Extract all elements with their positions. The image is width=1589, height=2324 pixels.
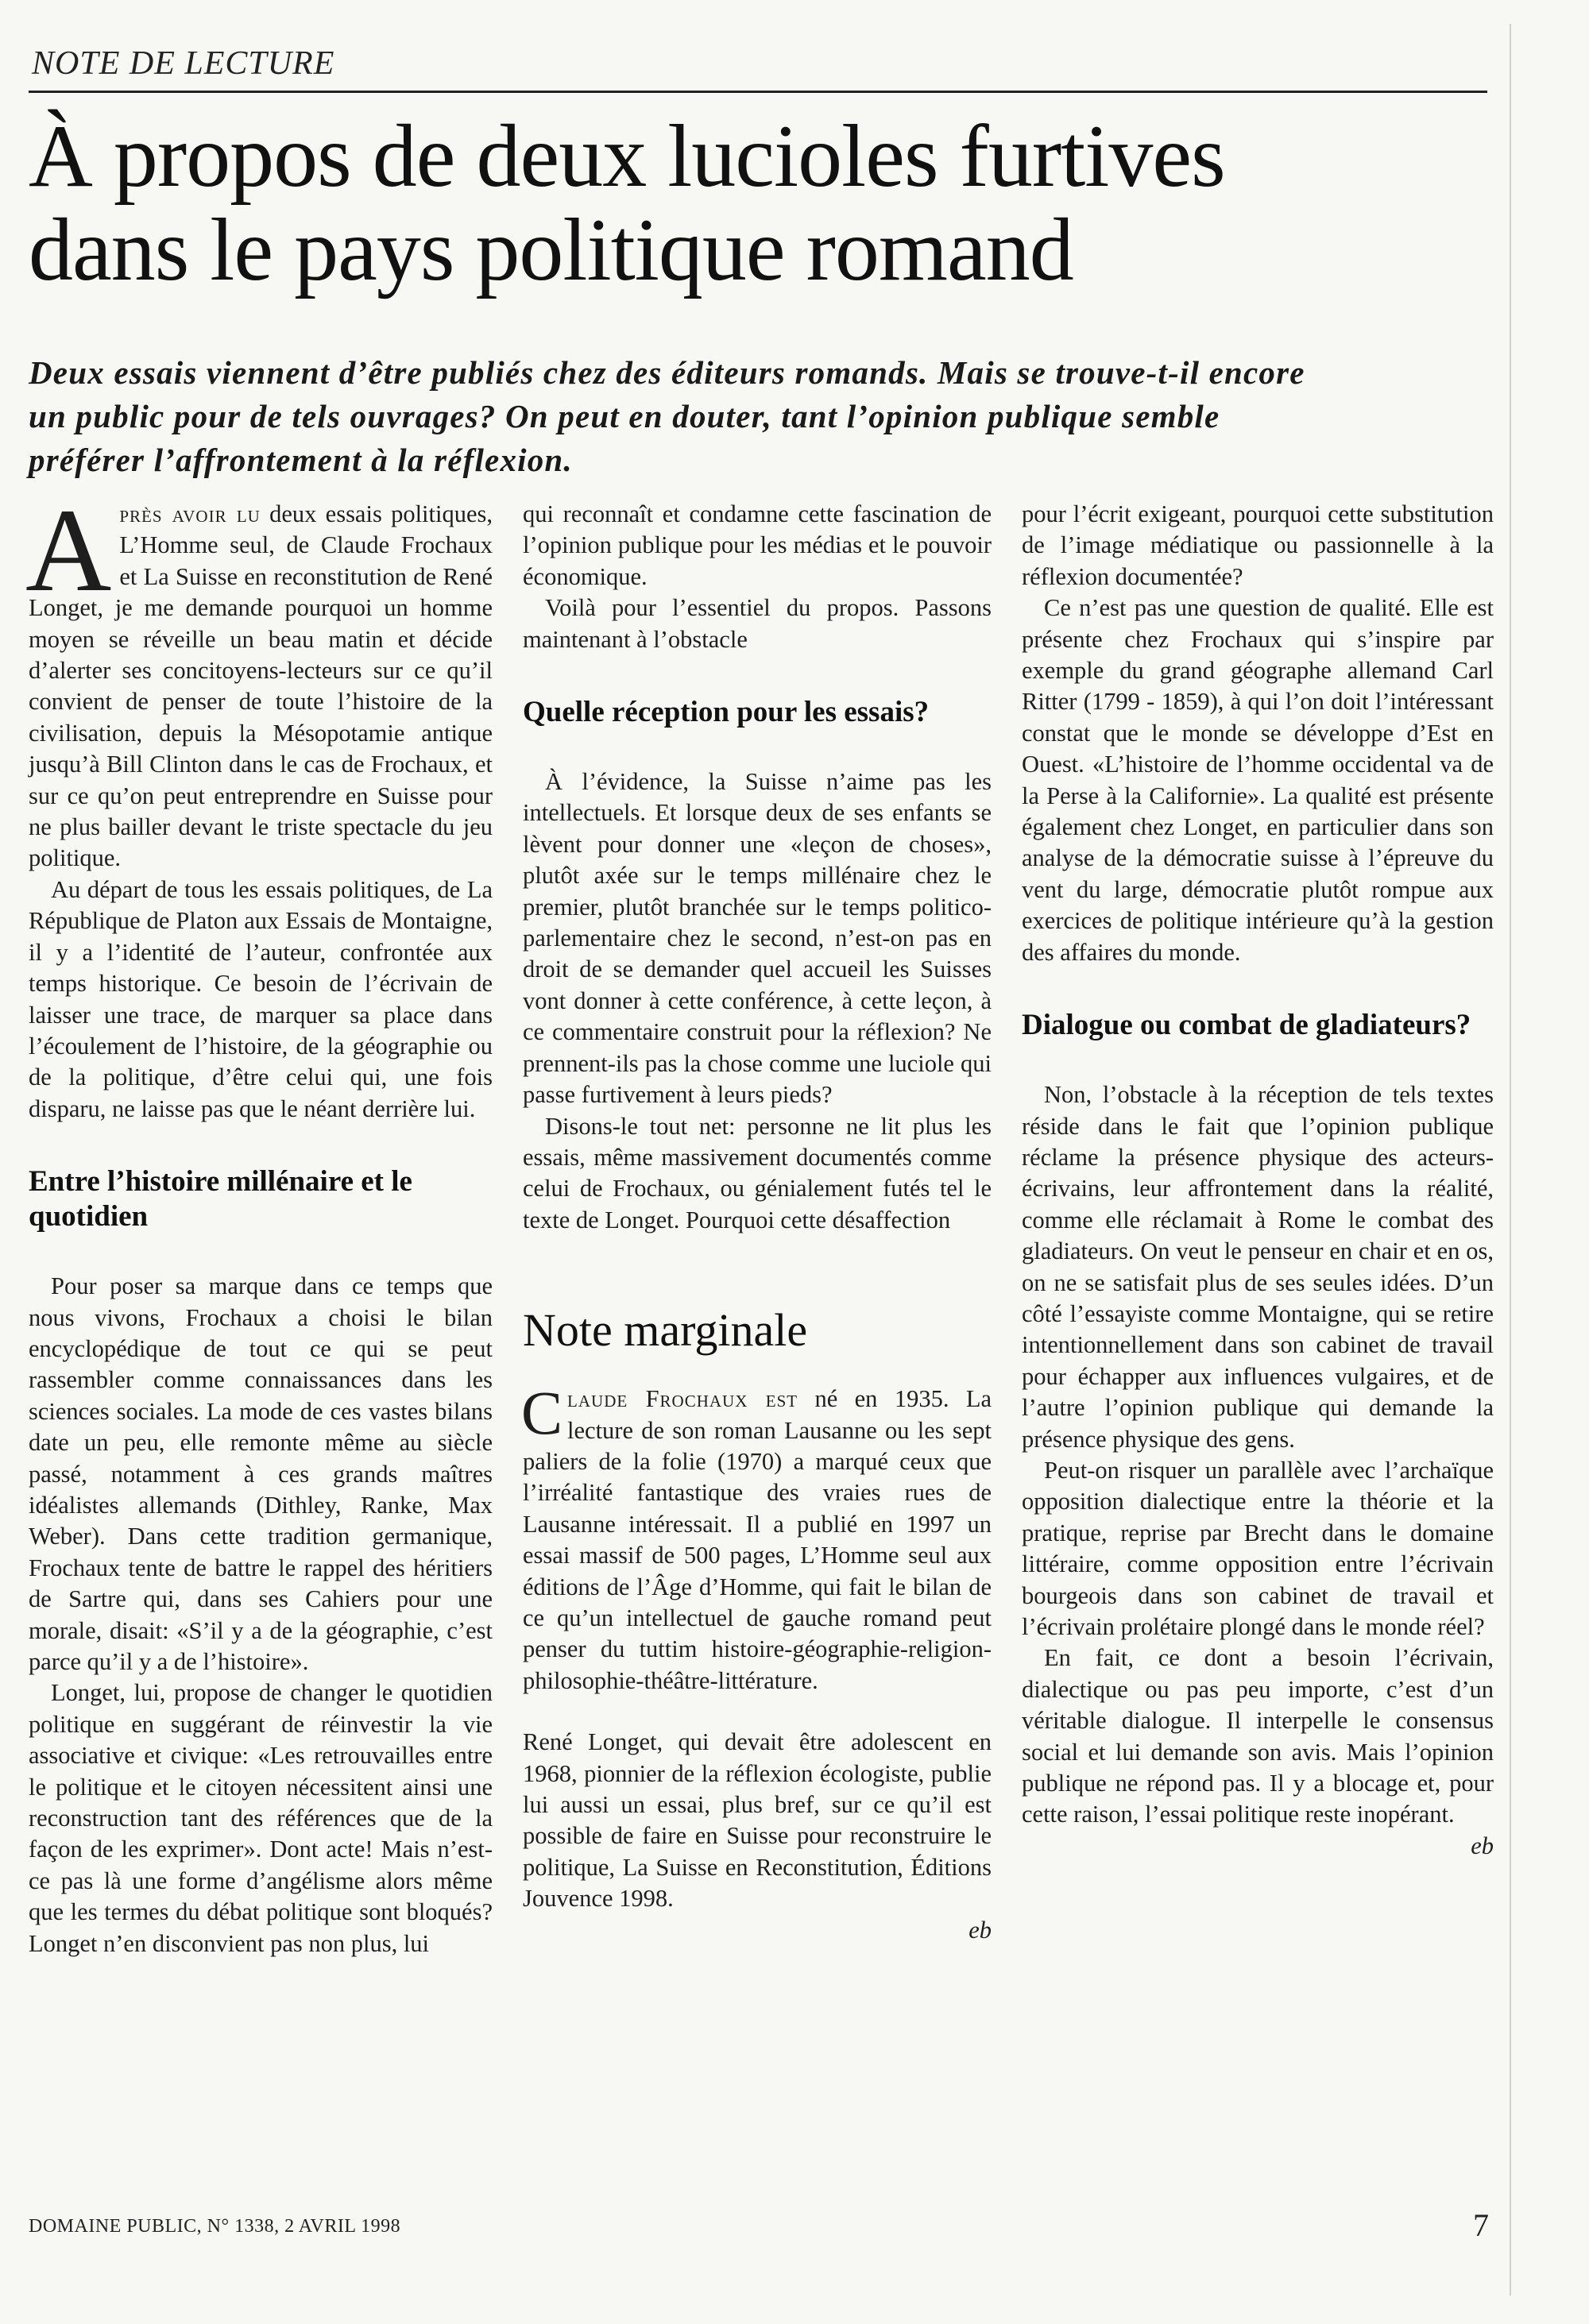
col2-paragraph-4: Disons-le tout net: personne ne lit plus les essais, même massivement documentés comme celui de Frochaux, ou génialement futés tel le texte de Longet. Pourquoi cette désaffection (523, 1112, 992, 1233)
intro-small-caps: près avoir lu (119, 500, 261, 527)
column-2 (523, 499, 992, 1946)
page-number: 7 (1473, 2207, 1489, 2243)
col1-paragraph-1-text: deux essais politiques, L’Homme seul, de Claude Frochaux et La Suisse en reconstitution de René Longet, je me demande pourquoi un homme moyen se réveille un beau matin et décide d’alerter ses concitoyens-lecteurs sur ce qu’il convient de penser de toute l’histoire de la civilisation, depuis la Mésopotamie antique jusqu’à Bill Clinton dans le cas de Frochaux, et sur ce qu’on peut entreprendre en Suisse pour ne plus bailler devant le triste spectacle du jeu politique. (29, 500, 493, 872)
note-paragraph-1 (521, 1378, 992, 1697)
drop-cap: A (25, 484, 112, 616)
col2-paragraph-2: Voilà pour l’essentiel du propos. Passons maintenant à l’obstacle (523, 594, 992, 653)
article-headline (29, 107, 1490, 299)
article-lede: Deux essais viennent d’être publiés chez des éditeurs romands. Mais se trouve-t-il encore un public pour de tels ouvrages? On peut en douter, tant l’opinion publique semble préférer l’affrontement à la réflexion. (29, 354, 1305, 478)
col1-paragraph-3: Pour poser sa marque dans ce temps que nous vivons, Frochaux a choisi le bilan encyclopédique de tout ce qui se peut rassembler comme connaissances dans les sciences sociales. La mode de ces vastes bilans date un peu, elle remonte même au siècle passé, notamment à ces grands maîtres idéalistes allemands (Dithley, Ranke, Max Weber). Dans cette tradition germanique, Frochaux tente de battre le rappel des héritiers de Sartre qui, dans ses Cahiers pour une morale, disait: «S’il y a de la géographie, c’est parce qu’il y a de l’histoire». (29, 1272, 493, 1675)
rubric-divider (29, 91, 1487, 93)
scan-edge-line (1510, 24, 1511, 2295)
section-rubric: NOTE DE LECTURE (32, 45, 335, 82)
note-drop-cap: C (521, 1378, 563, 1448)
note-signature: eb (968, 1916, 992, 1944)
column-3 (1022, 499, 1494, 1862)
publication-footer: DOMAINE PUBLIC, N° 1338, 2 AVRIL 1998 (29, 2216, 401, 2237)
col3-paragraph-1: pour l’écrit exigeant, pourquoi cette substitution de l’image médiatique ou passionnelle à la réflexion documentée? (1022, 500, 1494, 590)
note-paragraph-1-text: né en 1935. La lecture de son roman Lausanne ou les sept paliers de la folie (1970) a marqué ceux que l’irréalité fantastique des vraies rues de Lausanne intéressait. Il a publié en 1997 un essai massif de 500 pages, L’Homme seul aux éditions de l’Âge d’Homme, qui fait le bilan de ce qu’un intellectuel de gauche romand peut penser du tuttim histoire-géographie-religion-philosophie-théâtre-littérature. (523, 1385, 992, 1694)
col1-paragraph-4: Longet, lui, propose de changer le quotidien politique en suggérant de réinvestir la vie associative et civique: «Les retrouvailles entre le politique et le citoyen nécessitent ainsi une reconstruction tant des références que de la façon de les exprimer». Dont acte! Mais n’est-ce pas là une forme d’angélisme alors même que les termes du débat politique sont bloqués? Longet n’en disconvient pas non plus, lui (29, 1679, 493, 1957)
headline-line-2: dans le pays politique romand (29, 201, 1073, 299)
note-marginale-box (523, 1304, 992, 1946)
subhead-histoire: Entre l’histoire millénaire et le quotidien (29, 1165, 412, 1233)
subhead-dialogue: Dialogue ou combat de gladiateurs? (1022, 1009, 1471, 1042)
note-paragraph-2: René Longet, qui devait être adolescent en 1968, pionnier de la réflexion écologiste, publie lui aussi un essai, plus bref, sur ce qu’il est possible de faire en Suisse pour reconstruire le politique, La Suisse en Reconstitution, Éditions Jouvence 1998. (523, 1728, 992, 1913)
headline-line-1: À propos de deux lucioles furtives (29, 107, 1225, 206)
col2-paragraph-3: À l’évidence, la Suisse n’aime pas les intellectuels. Et lorsque deux de ses enfants se lèvent pour donner une «leçon de choses», plutôt axée sur le temps millénaire chez le premier, plutôt branchée sur le temps politico-parlementaire chez le second, n’est-on pas en droit de se demander quel accueil les Suisses vont donner à cette conférence, à cette leçon, à ce commentaire construit pour la réflexion? Ne prennent-ils pas la chose comme une luciole qui passe furtivement à leurs pieds? (523, 768, 992, 1109)
col3-paragraph-2: Ce n’est pas une question de qualité. Elle est présente chez Frochaux qui s’inspire par exemple du grand géographe allemand Carl Ritter (1799 - 1859), à qui l’on doit l’intéressant constat que le monde se développe d’Est en Ouest. «L’histoire de l’homme occidental va de la Perse à la Californie». La qualité est présente également chez Longet, en particulier dans son analyse de la démocratie suisse à l’épreuve du vent du large, démocratie plutôt rompue aux exercices de politique intérieure qu’à la gestion des affaires du monde. (1022, 594, 1494, 966)
col3-paragraph-5: En fait, ce dont a besoin l’écrivain, dialectique ou pas peu importe, c’est d’un véritable dialogue. Il interpelle le consensus social et lui demande son avis. Mais l’opinion publique ne répond pas. Il y a blocage et, pour cette raison, l’essai politique reste inopérant. (1022, 1644, 1494, 1828)
col1-paragraph-1 (25, 484, 493, 874)
column-1 (25, 484, 493, 1959)
note-small-caps: laude Frochaux est (567, 1385, 798, 1413)
col1-paragraph-2: Au départ de tous les essais politiques, de La République de Platon aux Essais de Montaigne, il y a l’identité de l’auteur, confrontée aux temps historique. Ce besoin de l’écrivain de laisser une trace, de marquer sa place dans l’écoulement de l’histoire, de la géographie ou de la politique, d’être celui qui, une fois disparu, ne laisse pas que le néant derrière lui. (29, 875, 493, 1122)
col3-paragraph-4: Peut-on risquer un parallèle avec l’archaïque opposition dialectique entre la théorie et la pratique, reprise par Brecht dans le domaine littéraire, comme opposition entre l’écrivain bourgeois dans son cabinet de travail et l’écrivain prolétaire plongé dans le monde réel? (1022, 1456, 1494, 1640)
col3-paragraph-3: Non, l’obstacle à la réception de tels textes réside dans le fait que l’opinion publique réclame la présence physique des acteurs-écrivains, leur affrontement dans la réalité, comme elle réclamait à Rome le combat des gladiateurs. On veut le penseur en chair et en os, on ne se satisfait plus de ses seules idées. D’un côté l’essayiste comme Montaigne, qui se retire intentionnellement dans son cabinet de travail pour échapper aux influences vulgaires, et de l’autre l’opinion publique qui demande la présence physique des gens. (1022, 1081, 1494, 1453)
col2-paragraph-1: qui reconnaît et condamne cette fascination de l’opinion publique pour les médias et le pouvoir économique. (523, 500, 992, 590)
note-marginale-title: Note marginale (523, 1304, 808, 1357)
subhead-reception: Quelle réception pour les essais? (523, 696, 930, 729)
article-signature: eb (1471, 1832, 1494, 1859)
